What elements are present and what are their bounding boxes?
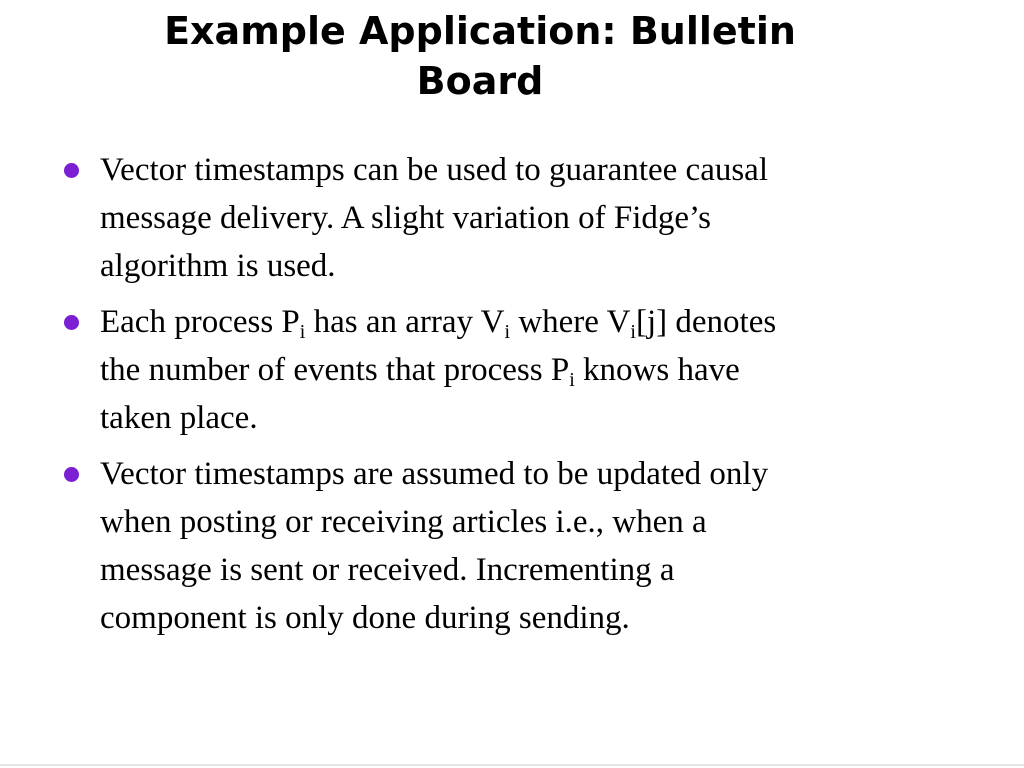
subscript: i	[299, 321, 306, 343]
bullet-text-line: taken place.	[100, 400, 258, 436]
text-run: the number of events that process P	[100, 352, 570, 388]
bullet-dot-icon	[64, 163, 79, 178]
bullet-text-line: algorithm is used.	[100, 248, 336, 284]
bullet-item-update-rules	[60, 450, 960, 642]
text-run: [j] denotes	[635, 304, 777, 340]
bullet-dot-icon	[64, 315, 79, 330]
bullet-item-causal-delivery	[60, 146, 960, 290]
bullet-text-line: when posting or receiving articles i.e., when a	[100, 504, 707, 540]
bullet-item-process-array	[60, 298, 960, 442]
bullet-list	[60, 146, 960, 650]
bullet-text-line: message is sent or received. Incrementing a	[100, 552, 675, 588]
bullet-dot-icon	[64, 467, 79, 482]
text-run: knows have	[574, 352, 740, 388]
slide-title-line-2: Board	[416, 59, 544, 103]
bullet-text-line: Vector timestamps are assumed to be updated only	[100, 456, 769, 492]
subscript: i	[569, 369, 575, 391]
text-run: has an array V	[305, 304, 505, 340]
slide-title-line-1: Example Application: Bulletin	[164, 9, 796, 53]
bullet-text-line	[100, 298, 960, 346]
subscript: i	[630, 321, 636, 343]
text-run: where V	[510, 304, 631, 340]
bullet-text-line: message delivery. A slight variation of Fidge’s	[100, 200, 712, 236]
bullet-text-line: component is only done during sending.	[100, 600, 630, 636]
slide-title	[80, 6, 880, 106]
subscript: i	[504, 321, 511, 343]
bullet-text-line	[100, 346, 960, 394]
text-run: Each process P	[100, 304, 300, 340]
bottom-divider	[0, 764, 1024, 766]
bullet-text-line: Vector timestamps can be used to guarantee causal	[100, 152, 768, 188]
